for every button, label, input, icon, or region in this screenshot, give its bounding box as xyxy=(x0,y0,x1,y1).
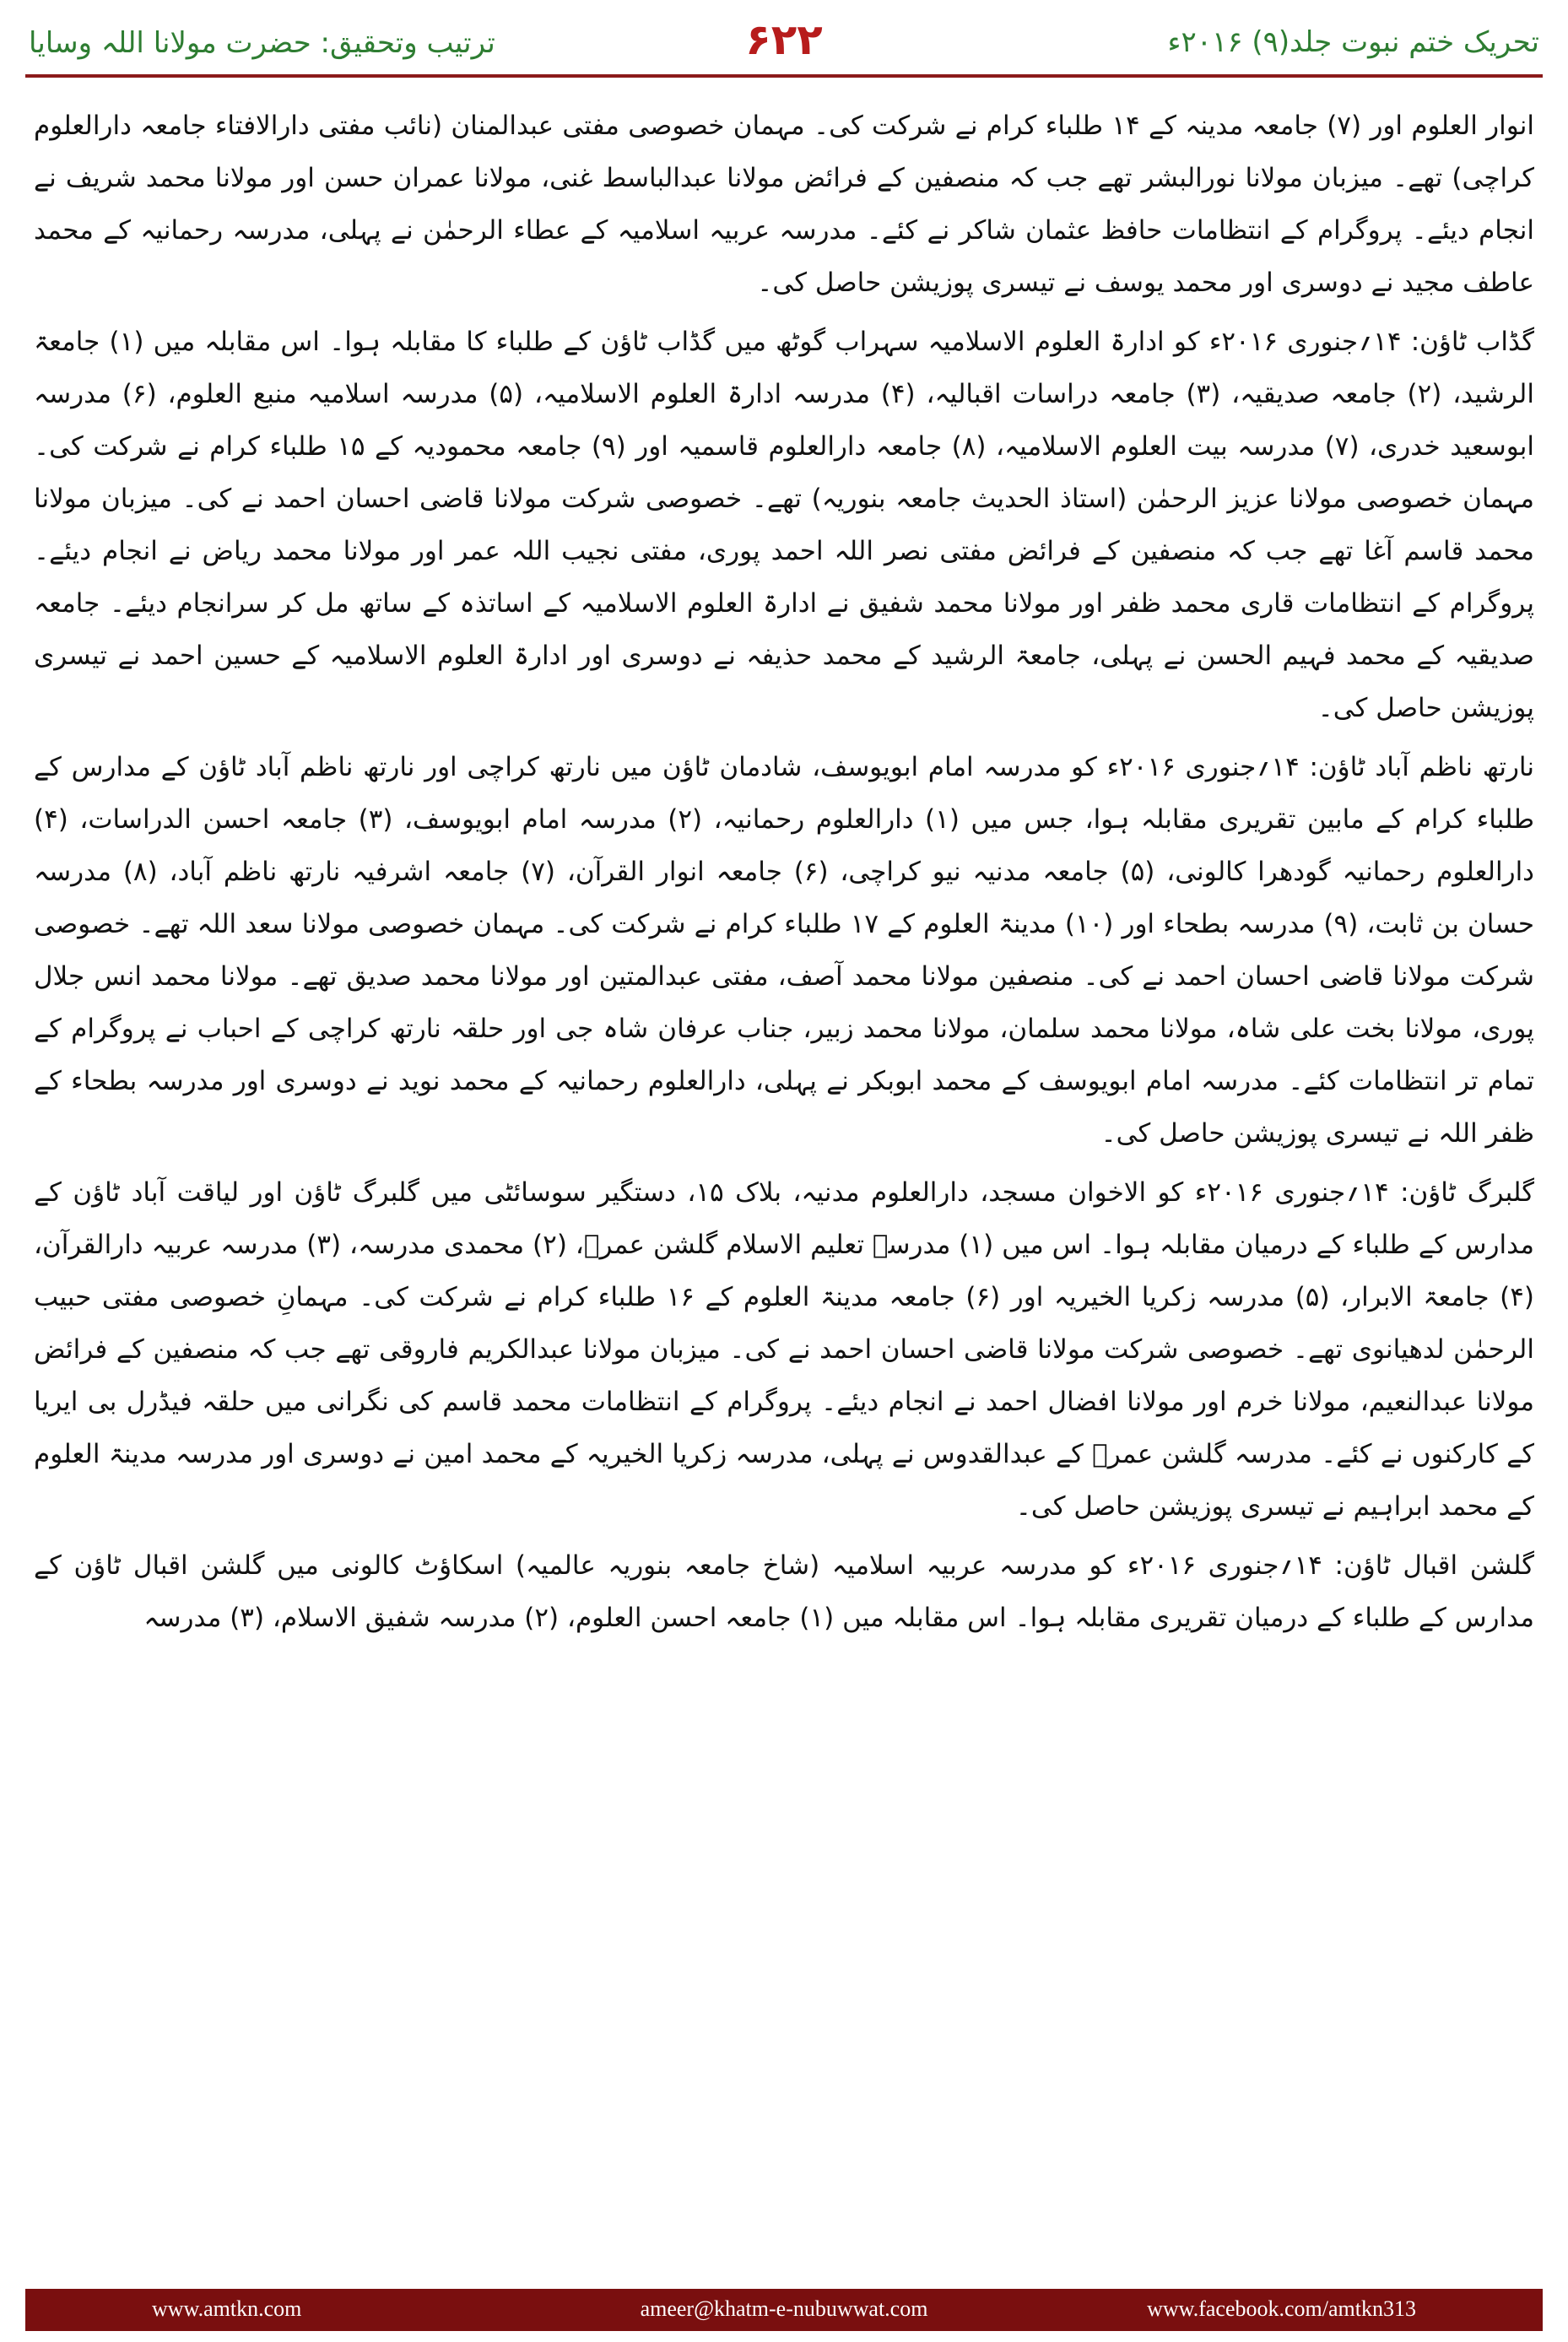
paragraph-1: انوار العلوم اور (۷) جامعہ مدینہ کے ۱۴ طلباء کرام نے شرکت کی۔ مہمان خصوصی مفتی عبدالمنان (نائب مفتی دارالافتاء جامعہ دارالعلوم کراچی) تھے۔ میزبان مولانا نورالبشر تھے جب کہ منصفین کے فرائض مولانا عبدالباسط غنی، مولانا عمران حسن اور مولانا محمد شریف نے انجام دیئے۔ پروگرام کے انتظامات حافظ عثمان شاکر نے کئے۔ مدرسہ عربیہ اسلامیہ کے عطاء الرحمٰن نے پہلی، مدرسہ رحمانیہ کے محمد عاطف مجید نے دوسری اور محمد یوسف نے تیسری پوزیشن حاصل کی۔ xyxy=(34,111,1534,298)
email-link[interactable]: ameer@khatm-e-nubuwwat.com xyxy=(640,2296,928,2321)
page-footer xyxy=(25,2289,1543,2331)
compiler-credit: ترتیب وتحقیق: حضرت مولانا اللہ وسایا xyxy=(29,26,495,60)
facebook-link[interactable]: www.facebook.com/amtkn313 xyxy=(1147,2296,1416,2321)
header-divider xyxy=(25,74,1543,78)
paragraph-north-nazimabad-town: نارتھ ناظم آباد ٹاؤن: ۱۴؍جنوری ۲۰۱۶ء کو مدرسہ امام ابویوسف، شادمان ٹاؤن میں نارتھ کراچی اور نارتھ ناظم آباد ٹاؤن کے مدارس کے طلباء کرام کے مابین تقریری مقابلہ ہوا، جس میں (۱) دارالعلوم رحمانیہ، (۲) مدرسہ امام ابویوسف، (۳) جامعہ احسن الدراسات، (۴) دارالعلوم رحمانیہ گودھرا کالونی، (۵) جامعہ مدنیہ نیو کراچی، (۶) جامعہ انوار القرآن، (۷) جامعہ اشرفیہ نارتھ ناظم آباد، (۸) مدرسہ حسان بن ثابت، (۹) مدرسہ بطحاء اور (۱۰) مدینۃ العلوم کے ۱۷ طلباء کرام نے شرکت کی۔ مہمان خصوصی مولانا سعد اللہ تھے۔ خصوصی شرکت مولانا قاضی احسان احمد نے کی۔ منصفین مولانا محمد آصف، مفتی عبدالمتین اور مولانا محمد صدیق تھے۔ مولانا محمد انس جلال پوری، مولانا بخت علی شاہ، مولانا محمد سلمان، مولانا محمد زبیر، جناب عرفان شاہ جی اور حلقہ نارتھ کراچی کے احباب نے پروگرام کے تمام تر انتظامات کئے۔ مدرسہ امام ابویوسف کے محمد ابوبکر نے پہلی، دارالعلوم رحمانیہ کے محمد نوید نے دوسری اور مدرسہ بطحاء کے ظفر اللہ نے تیسری پوزیشن حاصل کی۔ xyxy=(34,752,1534,1149)
book-title: تحریک ختم نبوت جلد(۹) ۲۰۱۶ء xyxy=(1167,25,1539,59)
website-link[interactable]: www.amtkn.com xyxy=(152,2296,302,2321)
page-number: ۶۲۲ xyxy=(745,15,823,64)
paragraph-gulberg-town: گلبرگ ٹاؤن: ۱۴؍جنوری ۲۰۱۶ء کو الاخوان مسجد، دارالعلوم مدنیہ، بلاک ۱۵، دستگیر سوسائٹی میں گلبرگ ٹاؤن اور لیاقت آباد ٹاؤن کے مدارس کے طلباء کے درمیان مقابلہ ہوا۔ اس میں (۱) مدرسہ تعلیم الاسلام گلشن عمرؓ، (۲) محمدی مدرسہ، (۳) مدرسہ عربیہ دارالقرآن، (۴) جامعۃ الابرار، (۵) مدرسہ زکریا الخیریہ اور (۶) جامعہ مدینۃ العلوم کے ۱۶ طلباء کرام نے شرکت کی۔ مہمانِ خصوصی مفتی حبیب الرحمٰن لدھیانوی تھے۔ خصوصی شرکت مولانا قاضی احسان احمد نے کی۔ میزبان مولانا عبدالکریم فاروقی تھے جب کہ منصفین کے فرائض مولانا عبدالنعیم، مولانا خرم اور مولانا افضال احمد نے انجام دیئے۔ پروگرام کے انتظامات محمد قاسم کی نگرانی میں حلقہ فیڈرل بی ایریا کے کارکنوں نے کئے۔ مدرسہ گلشن عمرؓ کے عبدالقدوس نے پہلی، مدرسہ زکریا الخیریہ کے محمد امین نے دوسری اور مدرسہ مدینۃ العلوم کے محمد ابراہیم نے تیسری پوزیشن حاصل کی۔ xyxy=(34,1177,1534,1522)
article-body xyxy=(34,100,1534,2256)
page-header xyxy=(0,0,1568,81)
paragraph-gulshan-iqbal-town: گلشن اقبال ٹاؤن: ۱۴؍جنوری ۲۰۱۶ء کو مدرسہ عربیہ اسلامیہ (شاخ جامعہ بنوریہ عالمیہ) اسکاؤٹ کالونی میں گلشن اقبال ٹاؤن کے مدارس کے طلباء کے درمیان تقریری مقابلہ ہوا۔ اس مقابلہ میں (۱) جامعہ احسن العلوم، (۲) مدرسہ شفیق الاسلام، (۳) مدرسہ xyxy=(34,1550,1534,1633)
paragraph-gadap-town: گڈاب ٹاؤن: ۱۴؍جنوری ۲۰۱۶ء کو ادارۃ العلوم الاسلامیہ سہراب گوٹھ میں گڈاب ٹاؤن کے طلباء کا مقابلہ ہوا۔ اس مقابلہ میں (۱) جامعۃ الرشید، (۲) جامعہ صدیقیہ، (۳) جامعہ دراسات اقبالیہ، (۴) مدرسہ ادارۃ العلوم الاسلامیہ، (۵) مدرسہ اسلامیہ منبع العلوم، (۶) مدرسہ ابوسعید خدری، (۷) مدرسہ بیت العلوم الاسلامیہ، (۸) جامعہ دارالعلوم قاسمیہ اور (۹) جامعہ محمودیہ کے ۱۵ طلباء کرام نے شرکت کی۔ مہمان خصوصی مولانا عزیز الرحمٰن (استاذ الحدیث جامعہ بنوریہ) تھے۔ خصوصی شرکت مولانا قاضی احسان احمد نے کی۔ میزبان مولانا محمد قاسم آغا تھے جب کہ منصفین کے فرائض مفتی نصر اللہ احمد پوری، مفتی نجیب اللہ عمر اور مولانا محمد ریاض نے انجام دیئے۔ پروگرام کے انتظامات قاری محمد ظفر اور مولانا محمد شفیق نے ادارۃ العلوم الاسلامیہ کے اساتذہ کے ساتھ مل کر سرانجام دیئے۔ جامعہ صدیقیہ کے محمد فہیم الحسن نے پہلی، جامعۃ الرشید کے محمد حذیفہ نے دوسری اور ادارۃ العلوم الاسلامیہ کے حسین احمد نے تیسری پوزیشن حاصل کی۔ xyxy=(34,327,1534,723)
